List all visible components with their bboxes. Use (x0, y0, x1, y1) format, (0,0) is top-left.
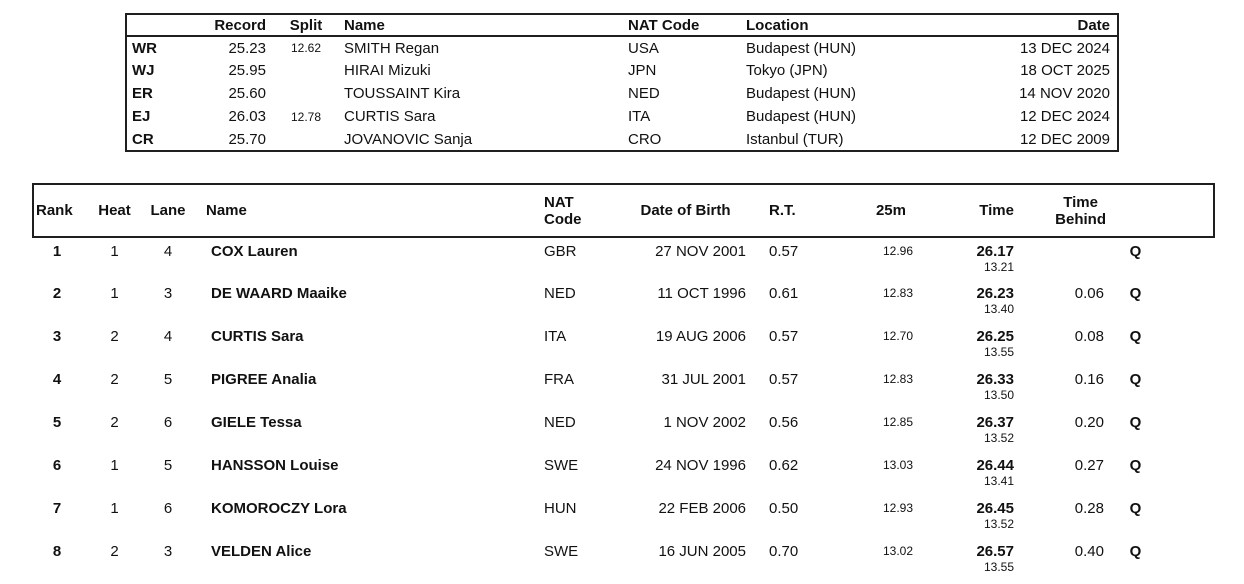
record-time: 25.60 (228, 85, 266, 102)
qualified-cell: Q (1129, 243, 1142, 260)
lane-cell: 6 (163, 500, 173, 517)
record-row (126, 105, 1118, 128)
time-behind-cell: 0.28 (1074, 500, 1104, 517)
record-date: 18 OCT 2025 (1020, 62, 1110, 79)
time-behind-cell: 0.08 (1074, 328, 1104, 345)
records-header-split: Split (271, 14, 341, 36)
records-header-tag (126, 14, 196, 36)
record-row (126, 128, 1118, 151)
record-nat-code: JPN (628, 62, 657, 79)
name-cell: VELDEN Alice (211, 543, 312, 560)
name-cell: CURTIS Sara (211, 328, 304, 345)
record-tag: ER (132, 85, 153, 102)
result-row (33, 409, 1214, 452)
final-time: 26.57 (976, 543, 1014, 560)
time-cell (918, 538, 1018, 581)
nat-code-cell: NED (544, 285, 576, 302)
rt-cell: 0.57 (769, 371, 799, 388)
heat-cell: 1 (110, 243, 119, 260)
heat-cell: 2 (110, 371, 119, 388)
time-behind-cell: 0.16 (1074, 371, 1104, 388)
25m-cell: 12.70 (882, 329, 913, 343)
name-cell: DE WAARD Maaike (211, 285, 347, 302)
rank-cell: 7 (52, 500, 62, 517)
nat-code-cell: HUN (544, 500, 577, 517)
spacer-cell (1163, 495, 1214, 538)
rank-cell: 1 (52, 243, 62, 260)
split-time: 13.52 (983, 517, 1014, 531)
records-header-row (126, 14, 1118, 36)
record-name: JOVANOVIC Sanja (344, 130, 473, 148)
results-table (32, 183, 1215, 581)
name-cell: KOMOROCZY Lora (211, 500, 347, 517)
result-row (33, 495, 1214, 538)
record-location: Budapest (HUN) (746, 108, 857, 125)
rt-cell: 0.61 (769, 285, 799, 302)
time-cell (918, 452, 1018, 495)
record-name: HIRAI Mizuki (344, 62, 431, 79)
heat-cell: 1 (110, 457, 119, 474)
split-time: 13.40 (983, 302, 1014, 316)
final-time: 26.44 (976, 457, 1014, 474)
record-name: TOUSSAINT Kira (344, 85, 461, 102)
record-name: SMITH Regan (344, 39, 440, 57)
name-cell: GIELE Tessa (211, 414, 302, 431)
record-nat-code: CRO (628, 130, 662, 148)
nat-code-cell: FRA (544, 371, 574, 388)
record-row (126, 59, 1118, 82)
time-behind-cell: 0.20 (1074, 414, 1104, 431)
results-header-dob: Date of Birth (623, 184, 748, 237)
25m-cell: 12.83 (882, 286, 913, 300)
result-row (33, 280, 1214, 323)
rt-cell: 0.57 (769, 328, 799, 345)
heat-cell: 1 (110, 500, 119, 517)
time-cell (918, 495, 1018, 538)
name-cell: PIGREE Analia (211, 371, 317, 388)
time-cell (918, 366, 1018, 409)
lane-cell: 4 (163, 328, 173, 345)
dob-cell: 22 FEB 2006 (658, 500, 746, 517)
rt-cell: 0.50 (769, 500, 799, 517)
lane-cell: 5 (163, 371, 173, 388)
rt-cell: 0.62 (769, 457, 799, 474)
qualified-cell: Q (1129, 328, 1142, 345)
record-tag: EJ (132, 108, 151, 125)
final-time: 26.33 (976, 371, 1014, 388)
time-cell (918, 323, 1018, 366)
result-row (33, 538, 1214, 581)
qualified-cell: Q (1129, 371, 1142, 388)
record-nat-code: ITA (628, 108, 651, 125)
records-header-date: Date (921, 14, 1118, 36)
record-tag: CR (132, 130, 154, 148)
final-time: 26.37 (976, 414, 1014, 431)
lane-cell: 3 (163, 285, 173, 302)
rt-cell: 0.70 (769, 543, 799, 560)
time-behind-lines: Time Behind (1055, 193, 1106, 228)
nat-code-cell: ITA (544, 328, 567, 345)
rank-cell: 6 (52, 457, 62, 474)
nat-code-line1: NAT (544, 193, 574, 211)
dob-cell: 11 OCT 1996 (657, 285, 746, 302)
split-time: 13.52 (983, 431, 1014, 445)
nat-code-cell: NED (544, 414, 576, 431)
spacer-cell (1163, 280, 1214, 323)
record-split (271, 82, 341, 105)
time-cell (918, 237, 1018, 280)
results-header-time-behind (1018, 184, 1108, 237)
final-time: 26.23 (976, 285, 1014, 302)
record-nat-code: NED (628, 85, 660, 102)
records-header-nat-code: NAT Code (621, 14, 739, 36)
rank-cell: 4 (52, 371, 62, 388)
25m-cell: 12.93 (882, 501, 913, 515)
time-behind-cell: 0.27 (1074, 457, 1104, 474)
result-row (33, 452, 1214, 495)
final-time: 26.17 (976, 243, 1014, 260)
spacer-cell (1163, 237, 1214, 280)
time-cell (918, 409, 1018, 452)
record-split: 12.78 (290, 109, 322, 124)
lane-cell: 3 (163, 543, 173, 560)
results-header-25m: 25m (823, 184, 918, 237)
results-header-q (1108, 184, 1163, 237)
results-header-rt: R.T. (748, 184, 823, 237)
split-time: 13.21 (983, 260, 1014, 274)
record-time: 25.95 (228, 62, 266, 79)
split-time: 13.50 (983, 388, 1014, 402)
qualified-cell: Q (1129, 285, 1142, 302)
25m-cell: 12.83 (882, 372, 913, 386)
record-location: Istanbul (TUR) (746, 130, 844, 148)
spacer-cell (1163, 323, 1214, 366)
lane-cell: 6 (163, 414, 173, 431)
rt-cell: 0.57 (769, 243, 799, 260)
record-time: 26.03 (228, 108, 266, 125)
result-row (33, 237, 1214, 280)
record-time: 25.23 (228, 39, 266, 57)
heat-cell: 2 (110, 328, 119, 345)
record-split (271, 59, 341, 82)
record-date: 14 NOV 2020 (1019, 85, 1110, 102)
record-location: Budapest (HUN) (746, 85, 857, 102)
records-table (125, 13, 1119, 152)
results-header-heat: Heat (81, 184, 148, 237)
name-cell: HANSSON Louise (211, 457, 339, 474)
heat-cell: 2 (110, 414, 119, 431)
spacer-cell (1163, 452, 1214, 495)
rank-cell: 2 (52, 285, 62, 302)
split-time: 13.41 (983, 474, 1014, 488)
dob-cell: 24 NOV 1996 (655, 457, 746, 474)
records-header-record: Record (196, 14, 271, 36)
split-time: 13.55 (983, 345, 1014, 359)
dob-cell: 27 NOV 2001 (655, 243, 746, 260)
qualified-cell: Q (1129, 543, 1142, 560)
25m-cell: 13.02 (882, 544, 913, 558)
lane-cell: 4 (163, 243, 173, 260)
qualified-cell: Q (1129, 414, 1142, 431)
qualified-cell: Q (1129, 500, 1142, 517)
record-date: 12 DEC 2024 (1019, 108, 1110, 125)
results-header-lane: Lane (148, 184, 188, 237)
25m-cell: 13.03 (882, 458, 913, 472)
records-header-location: Location (739, 14, 921, 36)
record-nat-code: USA (628, 39, 659, 57)
result-row (33, 323, 1214, 366)
record-row (126, 82, 1118, 105)
record-split (271, 128, 341, 151)
record-tag: WR (132, 39, 157, 57)
record-row (126, 36, 1118, 59)
time-cell (918, 280, 1018, 323)
time-behind-cell: 0.40 (1074, 543, 1104, 560)
results-header-time: Time (918, 184, 1018, 237)
results-header-name: Name (188, 184, 538, 237)
record-name: CURTIS Sara (344, 108, 436, 125)
time-behind-cell: 0.06 (1074, 285, 1104, 302)
spacer-cell (1163, 538, 1214, 581)
qualified-cell: Q (1129, 457, 1142, 474)
nat-code-cell: GBR (544, 243, 577, 260)
dob-cell: 16 JUN 2005 (658, 543, 746, 560)
rank-cell: 3 (52, 328, 62, 345)
record-location: Tokyo (JPN) (746, 62, 828, 79)
record-date: 13 DEC 2024 (1019, 39, 1110, 57)
dob-cell: 31 JUL 2001 (661, 371, 746, 388)
spacer-cell (1163, 409, 1214, 452)
results-header-spacer (1163, 184, 1214, 237)
results-header-rank: Rank (33, 184, 81, 237)
result-row (33, 366, 1214, 409)
rt-cell: 0.56 (769, 414, 799, 431)
rank-cell: 5 (52, 414, 62, 431)
split-time: 13.55 (983, 560, 1014, 574)
record-date: 12 DEC 2009 (1019, 130, 1110, 148)
final-time: 26.25 (976, 328, 1014, 345)
results-header-nat-code (538, 184, 623, 237)
results-header-row (33, 184, 1214, 237)
dob-cell: 19 AUG 2006 (655, 328, 746, 345)
final-time: 26.45 (976, 500, 1014, 517)
time-behind-cell (1018, 237, 1108, 280)
record-split: 12.62 (290, 41, 322, 55)
heat-cell: 1 (110, 285, 119, 302)
dob-cell: 1 NOV 2002 (663, 414, 746, 431)
25m-cell: 12.85 (882, 415, 913, 429)
25m-cell: 12.96 (882, 244, 913, 258)
nat-code-cell: SWE (544, 457, 579, 474)
heat-cell: 2 (110, 543, 119, 560)
record-tag: WJ (132, 62, 155, 79)
nat-code-cell: SWE (544, 543, 579, 560)
lane-cell: 5 (163, 457, 173, 474)
records-header-name: Name (341, 14, 621, 36)
spacer-cell (1163, 366, 1214, 409)
rank-cell: 8 (52, 543, 62, 560)
name-cell: COX Lauren (211, 243, 298, 260)
record-location: Budapest (HUN) (746, 39, 857, 57)
nat-code-line2: Code (544, 210, 582, 228)
record-time: 25.70 (228, 130, 266, 148)
